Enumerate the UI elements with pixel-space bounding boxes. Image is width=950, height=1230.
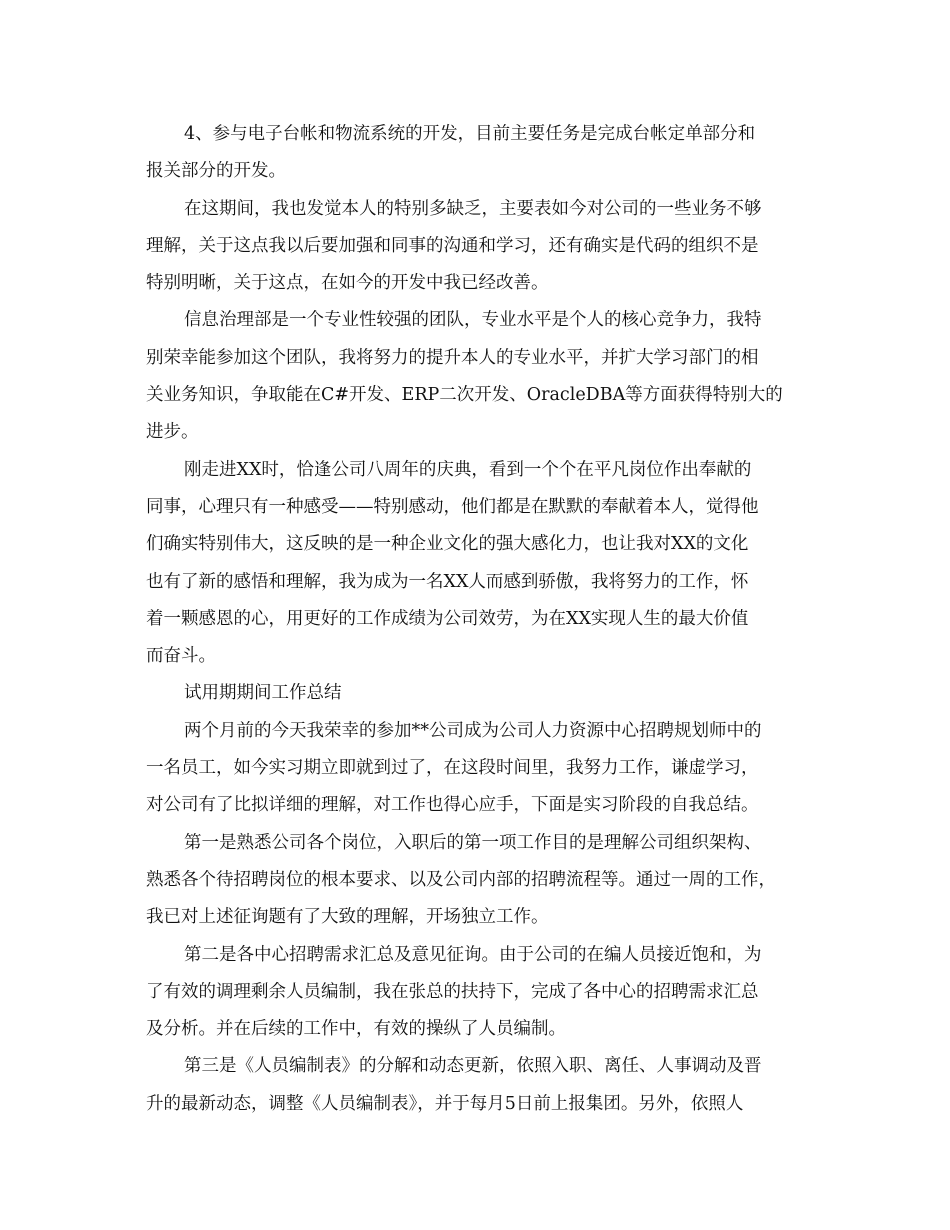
text-line: 升的最新动态，调整《人员编制表》，并于每月5日前上报集团。另外，依照人 bbox=[146, 1093, 744, 1114]
text-line: 而奋斗。 bbox=[146, 646, 216, 667]
text-line: 同事，心理只有一种感受——特别感动，他们都是在默默的奉献着本人，觉得他 bbox=[146, 496, 759, 517]
document-body bbox=[146, 116, 808, 1123]
text-line: 第一是熟悉公司各个岗位，入职后的第一项工作目的是理解公司组织架构、 bbox=[184, 832, 762, 853]
text-line: 试用期期间工作总结 bbox=[184, 683, 342, 704]
text-line: 特别明晰，关于这点，在如今的开发中我已经改善。 bbox=[146, 273, 549, 294]
text-line: 一名员工，如今实习期立即就到过了，在这段时间里，我努力工作，谦虚学习， bbox=[146, 758, 759, 779]
text-line: 我已对上述征询题有了大致的理解，开场独立工作。 bbox=[146, 907, 549, 928]
text-line: 报关部分的开发。 bbox=[146, 161, 286, 182]
text-line: 也有了新的感悟和理解，我为成为一名XX人而感到骄傲，我将努力的工作，怀 bbox=[146, 571, 749, 592]
text-line: 及分析。并在后续的工作中，有效的操纵了人员编制。 bbox=[146, 1019, 566, 1040]
text-line: 第三是《人员编制表》的分解和动态更新，依照入职、离任、人事调动及晋 bbox=[184, 1056, 762, 1077]
text-line: 刚走进XX时，恰逢公司八周年的庆典，看到一个个在平凡岗位作出奉献的 bbox=[184, 459, 752, 480]
text-line: 们确实特别伟大，这反映的是一种企业文化的强大感化力，也让我对XX的文化 bbox=[146, 534, 749, 555]
text-line: 在这期间，我也发觉本人的特别多缺乏，主要表如今对公司的一些业务不够 bbox=[184, 198, 762, 219]
text-line: 信息治理部是一个专业性较强的团队，专业水平是个人的核心竞争力，我特 bbox=[184, 310, 762, 331]
text-line: 进步。 bbox=[146, 422, 199, 443]
text-line: 着一颗感恩的心，用更好的工作成绩为公司效劳，为在XX实现人生的最大价值 bbox=[146, 608, 749, 629]
text-line: 对公司有了比拟详细的理解，对工作也得心应手，下面是实习阶段的自我总结。 bbox=[146, 795, 759, 816]
text-line: 熟悉各个待招聘岗位的根本要求、以及公司内部的招聘流程等。通过一周的工作， bbox=[146, 869, 776, 890]
text-line: 关业务知识，争取能在C#开发、ERP二次开发、OracleDBA等方面获得特别大的 bbox=[146, 385, 783, 406]
text-line: 了有效的调理剩余人员编制，我在张总的扶持下，完成了各中心的招聘需求汇总 bbox=[146, 981, 759, 1002]
text-line: 4、参与电子台帐和物流系统的开发，目前主要任务是完成台帐定单部分和 bbox=[184, 124, 756, 144]
text-line: 第二是各中心招聘需求汇总及意见征询。由于公司的在编人员接近饱和，为 bbox=[184, 944, 762, 965]
text-line: 理解，关于这点我以后要加强和同事的沟通和学习，还有确实是代码的组织不是 bbox=[146, 235, 759, 256]
text-line: 两个月前的今天我荣幸的参加**公司成为公司人力资源中心招聘规划师中的 bbox=[184, 720, 762, 741]
text-line: 别荣幸能参加这个团队，我将努力的提升本人的专业水平，并扩大学习部门的相 bbox=[146, 347, 759, 368]
